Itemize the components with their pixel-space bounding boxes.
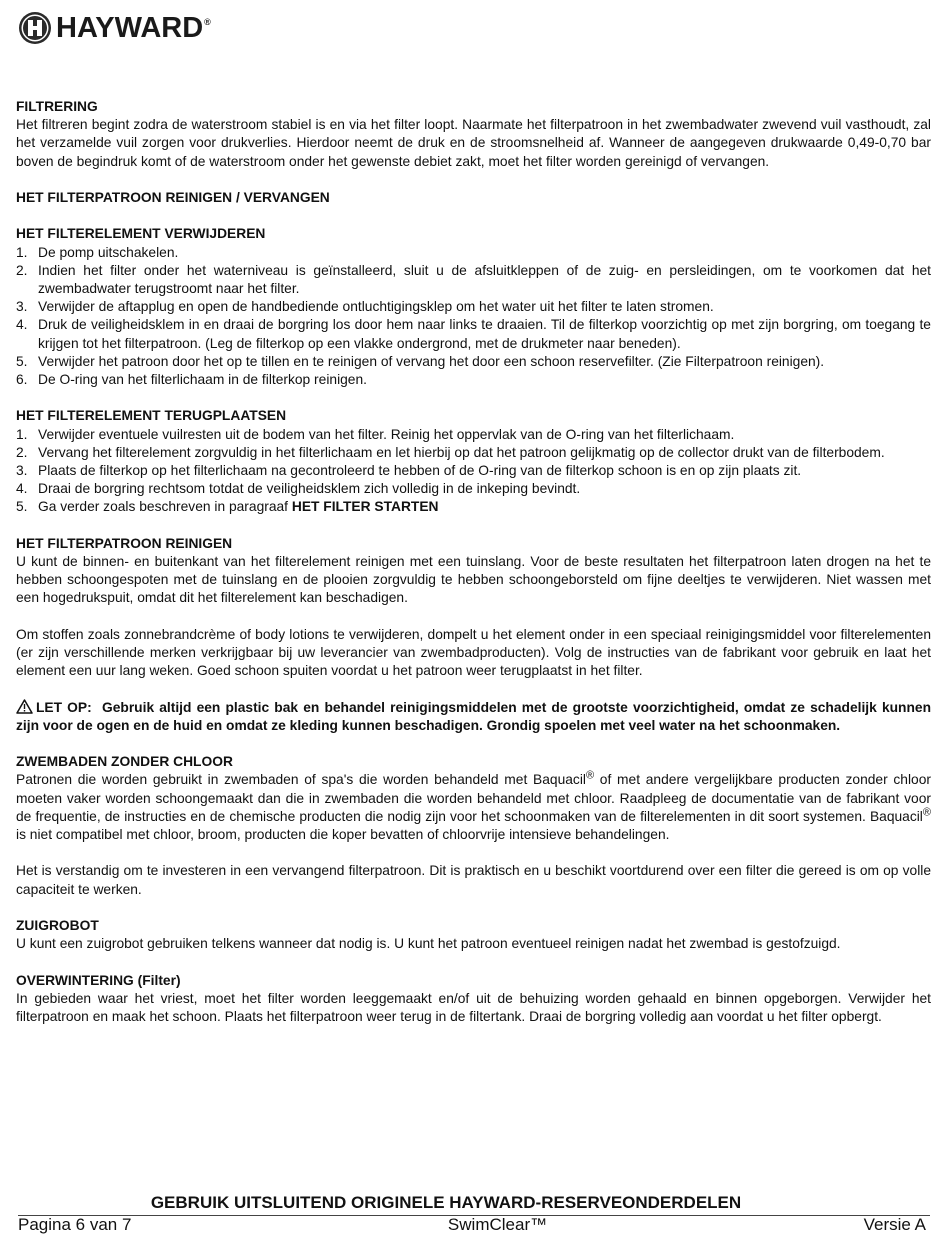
warning-text: Gebruik altijd een plastic bak en behandel reinigingsmiddelen met de grootste voorzichtigheid, omdat ze schadelijk kunnen zijn voor de ogen en de huid en omdat ze kleding kunnen beschadigen. Grondig spoelen met veel water na het schoonmaken. [16, 699, 931, 733]
list-item: 2. Indien het filter onder het waterniveau is geïnstalleerd, sluit u de afsluitkleppen of de zuig- en persleidingen, om te voorkomen dat het zwembadwater terugstroomt naar het filter. [16, 262, 931, 296]
section-title-filtrering: FILTRERING [16, 99, 98, 114]
paragraph-vervangend-patroon: Het is verstandig om te investeren in een vervangend filterpatroon. Dit is praktisch en u beschikt voortdurend over een filter die gereed is om op volle capaciteit te werken. [16, 863, 931, 897]
list-item: 5. Ga verder zoals beschreven in paragraaf HET FILTER STARTEN [16, 499, 439, 515]
section-title-zonder-chloor: ZWEMBADEN ZONDER CHLOOR [16, 754, 233, 770]
paragraph-filtrering: Het filtreren begint zodra de waterstroom stabiel is en via het filter loopt. Naarmate het filterpatroon in het zwembadwater zwevend vuil vasthoudt, zal het verzamelde vuil zorgen voor drukverlies. Hierdoor neemt de druk en de stroomsnelheid af. Wanneer de aangegeven drukwaarde 0,49-0,70 bar boven de begindruk komt of de waterstroom onder het gewenste debiet zakt, moet het filter worden gereinigd of vervangen. [16, 117, 931, 169]
brand-name: HAYWARD® [56, 12, 211, 44]
steps-verwijderen [16, 244, 931, 390]
section-title-zuigrobot: ZUIGROBOT [16, 918, 99, 933]
hayward-h-logo-icon [18, 11, 52, 45]
list-item: 4. Draai de borgring rechtsom totdat de veiligheidsklem zich volledig in de inkeping bevindt. [16, 481, 581, 497]
page-header [18, 10, 211, 46]
steps-terugplaatsen [16, 426, 931, 517]
warning-label: LET OP: [36, 699, 92, 715]
paragraph-zuigrobot: U kunt een zuigrobot gebruiken telkens wanneer dat nodig is. U kunt het patroon eventueel reinigen nadat het zwembad is gestofzuigd. [16, 936, 841, 952]
paragraph-overwintering: In gebieden waar het vriest, moet het filter worden leeggemaakt en/of uit de behuizing worden gehaald en binnen opgeborgen. Verwijder het filterpatroon en maak het schoon. Plaats het filterpatroon weer terug in de filtertank. Draai de borgring volledig aan voordat u het filter opbergt. [16, 990, 931, 1024]
page-number: Pagina 6 van 7 [18, 1215, 132, 1234]
paragraph-zonder-chloor: Patronen die worden gebruikt in zwembaden of spa's die worden behandeld met Baquacil® of met andere vergelijkbare producten zonder chloor moeten vaker worden schoongemaakt dan die in zwembaden die worden behandeld met chloor. Raadpleeg de documentatie van de fabrikant voor de frequentie, de instructies en de chemische producten die nodig zijn voor het schoonmaken van de filterelementen in dit soort systemen. Baquacil® is niet compatibel met chloor, broom, producten die koper bevatten of chloorvrije intensieve behandelingen. [16, 769, 931, 843]
section-title-reinigen: HET FILTERPATROON REINIGEN [16, 535, 233, 551]
paragraph-reinigen-2: Om stoffen zoals zonnebrandcrème of body lotions te verwijderen, dompelt u het element onder in een speciaal reinigingsmiddel voor filterelementen (er zijn verschillende merken verkrijgbaar bij uw leverancier van zwembadproducten). Volg de instructies van de fabrikant voor gebruik en laat het element een uur lang weken. Goed schoon spuiten voordat u het patroon weer terugplaatst in het filter. [16, 626, 931, 679]
version-label: Versie A [863, 1215, 926, 1234]
list-item: 6. De O-ring van het filterlichaam in de filterkop reinigen. [16, 372, 367, 388]
page-footer [18, 1214, 926, 1236]
list-item: 2. Vervang het filterelement zorgvuldig in het filterlichaam en let hierbij op dat het patroon gelijkmatig op de collector drukt van de filterbodem. [16, 444, 885, 460]
footer-title: GEBRUIK UITSLUITEND ORIGINELE HAYWARD-RESERVEONDERDELEN [150, 1193, 742, 1212]
warning-notice [16, 699, 931, 735]
document-body [16, 98, 931, 1026]
section-title-patroon: HET FILTERPATROON REINIGEN / VERVANGEN [16, 190, 330, 205]
section-title-overwintering: OVERWINTERING (Filter) [16, 972, 181, 988]
list-item: 3. Plaats de filterkop op het filterlichaam na gecontroleerd te hebben of de O-ring van de filterkop schoon is en op zijn plaats zit. [16, 463, 802, 479]
reference-filter-starten: HET FILTER STARTEN [291, 499, 439, 515]
section-title-verwijderen: HET FILTERELEMENT VERWIJDEREN [16, 226, 266, 242]
list-item: 1. Verwijder eventuele vuilresten uit de bodem van het filter. Reinig het oppervlak van de O-ring van het filterlichaam. [16, 426, 735, 442]
section-title-terugplaatsen: HET FILTERELEMENT TERUGPLAATSEN [16, 408, 287, 424]
product-name: SwimClear™ [447, 1215, 548, 1234]
list-item: 5. Verwijder het patroon door het op te tillen en te reinigen of vervang het door een schoon reservefilter. (Zie Filterpatroon reinigen). [16, 353, 825, 369]
warning-triangle-icon [16, 699, 33, 714]
list-item: 4. Druk de veiligheidsklem in en draai de borgring los door hem naar links te draaien. Til de filterkop voorzichtig op met zijn borgring, om toegang te krijgen tot het filterpatroon. (Leg de filterkop op een vlakke ondergrond, met de drukmeter naar beneden). [16, 317, 931, 351]
paragraph-reinigen-1: U kunt de binnen- en buitenkant van het filterelement reinigen met een tuinslang. Voor de beste resultaten het filterpatroon laten drogen na het te hebben schoongespoten met de tuinslang en de plooien zorgvuldig te hebben schoongeborsteld om fijne deeltjes te verwijderen. Niet wassen met een hogedrukspuit, omdat dit het filterelement kan beschadigen. [16, 554, 931, 606]
list-item: 3. Verwijder de aftapplug en open de handbediende ontluchtigingsklep om het water uit het filter te laten stromen. [16, 299, 714, 315]
list-item: 1. De pomp uitschakelen. [16, 244, 179, 260]
